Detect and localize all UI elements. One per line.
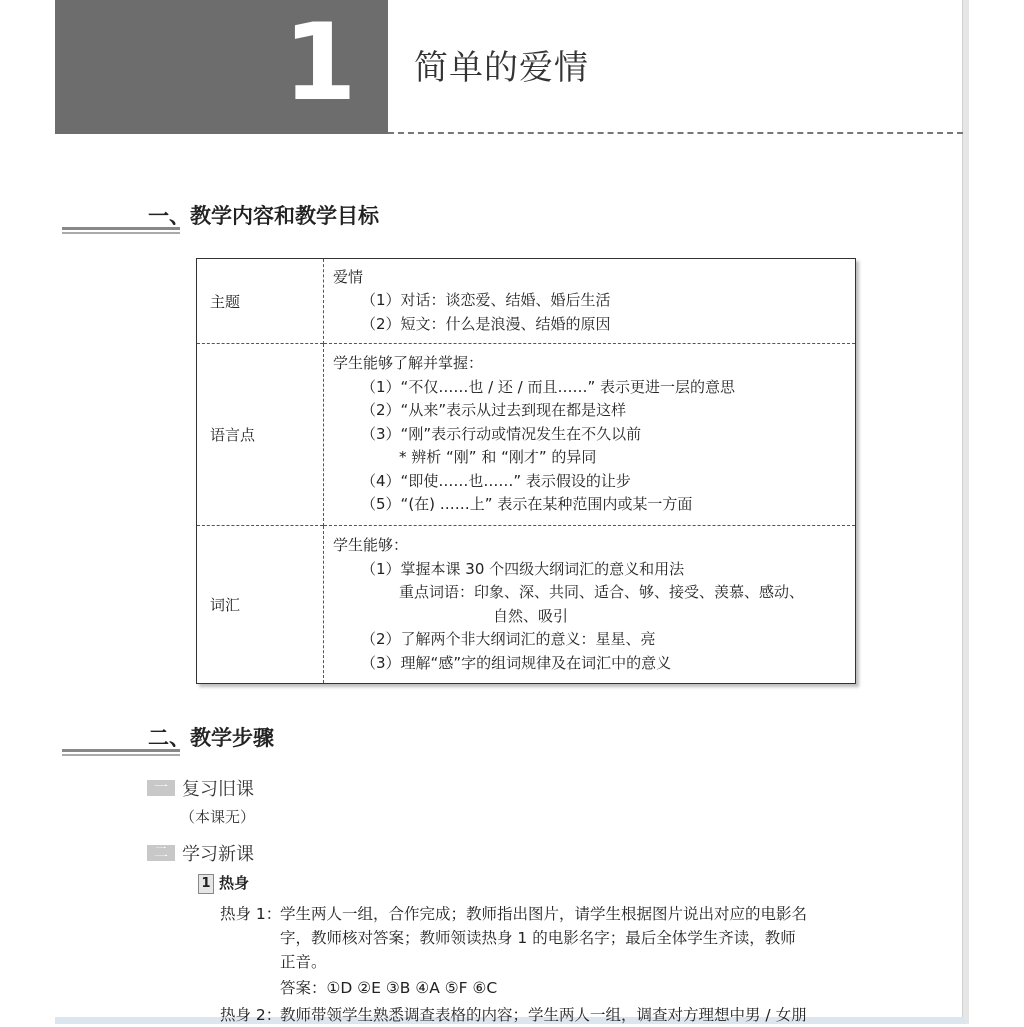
answer-line: 答案：①D ②E ③B ④A ⑤F ⑥C [280,979,498,997]
step-review [147,775,254,800]
content-line: （3）理解“感”字的组词规律及在词汇中的意义 [361,653,672,672]
content-line: （1）对话：谈恋爱、结婚、婚后生活 [361,291,611,310]
content-line: 重点词语：印象、深、共同、适合、够、接受、羡慕、感动、 [399,583,805,601]
warmup-title: 热身 [219,874,250,892]
table-row [197,344,856,526]
right-scroll-edge [962,0,969,1024]
para-line: 字，教师核对答案；教师领读热身 1 的电影名字；最后全体学生齐读，教师 [280,929,796,947]
step-badge: 一 [147,780,175,796]
chapter-title: 简单的爱情 [414,48,589,88]
warmup-paragraph-2 [220,1003,807,1027]
content-line: （5）“(在) ……上” 表示在某种范围内或某一方面 [361,495,693,514]
step-label: 复习旧课 [182,779,254,800]
section-title-objectives: 一、教学内容和教学目标 [148,204,379,228]
row-label: 词汇 [197,526,324,684]
content-line: 爱情 [333,267,364,286]
row-content [324,344,856,526]
row-content [324,526,856,684]
para-line: 教师带领学生熟悉调查表格的内容；学生两人一组，调查对方理想中男 / 女朋 [280,1006,807,1024]
row-label: 主题 [197,259,324,344]
warmup-heading [198,872,249,894]
table-row [197,526,856,684]
step-note: （本课无） [180,808,256,826]
content-line: * 辨析 “刚” 和 “刚才” 的异同 [399,448,597,467]
para-tag: 热身 1： [220,905,282,923]
step-new-lesson [147,840,254,865]
warmup-number: 1 [198,874,214,894]
objectives-table [196,258,856,684]
content-line: （1）“不仅……也 / 还 / 而且……” 表示更进一层的意思 [361,377,736,396]
content-line: 自然、吸引 [493,606,569,625]
content-line: （2）短文：什么是浪漫、结婚的原因 [361,314,611,333]
section-underline [62,227,180,234]
chapter-number: 1 [283,1,357,124]
section-underline [62,749,180,756]
content-line: （2）了解两个非大纲词汇的意义：星星、亮 [361,630,656,648]
step-badge: 二 [147,845,175,861]
content-line: （4）“即使……也……” 表示假设的让步 [361,471,631,490]
row-label: 语言点 [197,344,324,526]
header-dashed-divider [388,132,963,134]
step-label: 学习新课 [182,844,254,865]
content-line: 学生能够： [333,536,409,554]
section-title-steps: 二、教学步骤 [148,726,274,750]
content-line: （1）掌握本课 30 个四级大纲词汇的意义和用法 [361,559,685,578]
content-line: （2）“从来”表示从过去到现在都是这样 [361,401,627,420]
warmup-paragraph-1 [220,902,807,1000]
row-content [324,259,856,344]
para-line: 正音。 [280,953,327,971]
content-line: （3）“刚”表示行动或情况发生在不久以前 [361,424,642,443]
para-line: 学生两人一组，合作完成；教师指出图片，请学生根据图片说出对应的电影名 [280,905,808,923]
table-row [197,259,856,344]
para-tag: 热身 2： [220,1006,282,1024]
content-line: 学生能够了解并掌握： [333,354,484,373]
